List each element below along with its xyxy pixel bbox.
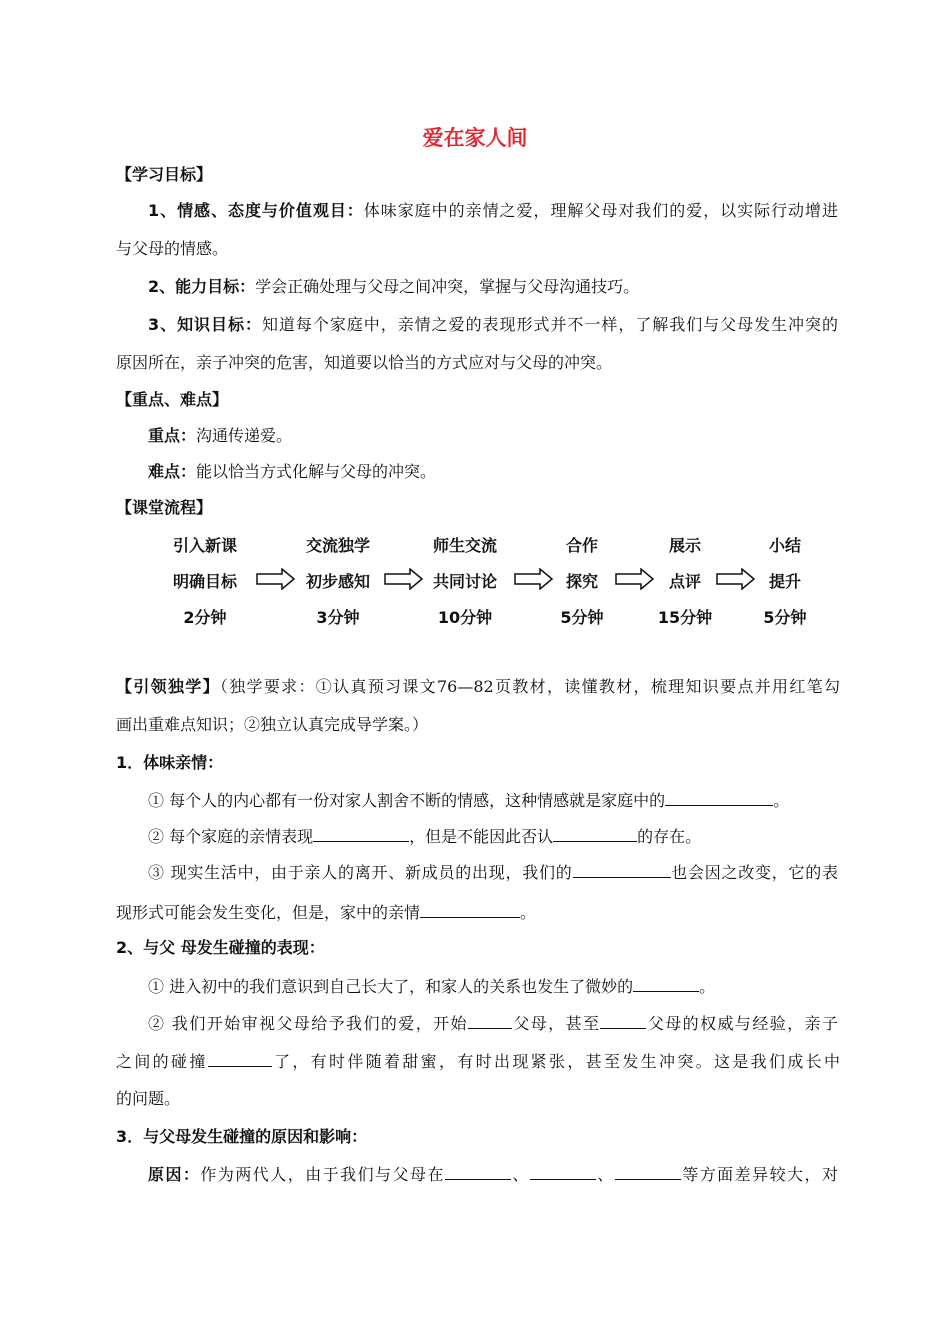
flow-step-5-top: 展示 [668,536,701,555]
part1-question-1 [148,787,838,813]
answer-blank[interactable] [530,1161,596,1180]
answer-blank[interactable] [615,1161,681,1180]
question-text: 现形式可能会发生变化，但是，家中的亲情 [116,903,421,922]
question-text: 之间的碰撞 [116,1052,208,1071]
flow-step-5-time: 15分钟 [657,608,713,627]
question-text: ② 我们开始审视父母给予我们的爱，开始 [148,1014,468,1033]
goal-item-2-text: 学会正确处理与父母之间冲突，掌握与父母沟通技巧。 [255,277,640,296]
hard-point-text: 能以恰当方式化解与父母的冲突。 [196,462,437,481]
question-text: 、 [595,1165,615,1184]
section-heading-key: 【重点、难点】 [116,390,229,409]
part2-question-2-line-2 [116,1048,840,1074]
part2-question-2-line-1 [148,1010,838,1036]
question-text: ① 每个人的内心都有一份对家人割舍不断的情感，这种情感就是家庭中的 [148,791,666,810]
document-title: 爱在家人间 [422,126,528,150]
goal-item-1-text: 体味家庭中的亲情之爱，理解父母对我们的爱，以实际行动增进 [363,201,838,220]
flow-step-4-top: 合作 [565,536,598,555]
section-heading-goals: 【学习目标】 [116,165,213,184]
question-text: 了，有时伴随着甜蜜，有时出现紧张，甚至发生冲突。这是我们成长中 [271,1052,840,1071]
question-text: 。 [699,977,716,996]
question-text: 也会因之改变，它的表 [670,863,838,882]
part2-heading: 2、与父 母发生碰撞的表现： [116,938,325,957]
answer-blank[interactable] [208,1048,272,1067]
question-text: ③ 现实生活中，由于亲人的离开、新成员的出现，我们的 [148,863,573,882]
section-heading-self-study: 【引领独学】 [116,677,220,696]
part1-question-3-line-1 [148,859,838,885]
part3-cause [148,1161,838,1187]
flow-step-2-top: 交流独学 [305,536,370,555]
flow-step-3-mid: 共同讨论 [432,572,497,591]
part1-heading: 1．体味亲情： [116,753,224,772]
flow-step-3-time: 10分钟 [437,608,493,627]
goal-item-3-line-1 [148,313,838,337]
answer-blank[interactable] [633,973,699,992]
question-text: 父母的权威与经验，亲子 [646,1014,838,1033]
answer-blank[interactable] [445,1161,511,1180]
key-point-text: 沟通传递爱。 [196,426,293,445]
question-text: 作为两代人，由于我们与父母在 [200,1165,445,1184]
flow-step-6-top: 小结 [768,536,801,555]
flow-step-3-top: 师生交流 [432,536,497,555]
answer-blank[interactable] [420,899,520,918]
goal-item-2-label: 2、能力目标： [148,277,256,296]
part3-heading: 3．与父母发生碰撞的原因和影响： [116,1127,368,1146]
goal-item-3-line-2: 原因所在，亲子冲突的危害，知道要以恰当的方式应对与父母的冲突。 [116,353,613,372]
flow-step-6-mid: 提升 [768,572,801,591]
flow-step-5-mid: 点评 [668,572,701,591]
flow-arrow-icon [716,568,756,590]
question-text: ，但是不能因此否认 [409,827,554,846]
part1-question-2 [148,823,838,849]
goal-item-1-line-2: 与父母的情感。 [116,239,229,258]
part2-question-2-line-3: 的问题。 [116,1089,181,1108]
goal-item-1-label: 1、情感、态度与价值观目： [148,201,364,220]
answer-blank[interactable] [313,823,409,842]
question-text: 。 [520,903,537,922]
question-text: 父母，甚至 [511,1014,601,1033]
hard-point-label: 难点： [148,462,197,481]
key-point-label: 重点： [148,426,197,445]
self-study-requirement: （独学要求：①认真预习课文76—82页教材，读懂教材，梳理知识要点并用红笔勾 [219,677,840,696]
flow-step-4-time: 5分钟 [560,608,604,627]
part2-question-1 [148,973,838,999]
flow-step-1-mid: 明确目标 [172,572,237,591]
answer-blank[interactable] [665,787,773,806]
question-text: ① 进入初中的我们意识到自己长大了，和家人的关系也发生了微妙的 [148,977,634,996]
flow-step-1-top: 引入新课 [172,536,237,555]
question-text: 。 [773,791,790,810]
self-study-line-1 [116,675,840,699]
answer-blank[interactable] [553,823,637,842]
answer-blank[interactable] [573,859,671,878]
flow-step-2-mid: 初步感知 [305,572,370,591]
goal-item-3-label: 3、知识目标： [148,315,262,334]
flow-step-2-time: 3分钟 [316,608,360,627]
question-text: 、 [510,1165,530,1184]
question-text: 等方面差异较大，对 [680,1165,838,1184]
cause-label: 原因： [148,1165,201,1184]
question-text: 的存在。 [637,827,702,846]
flow-step-4-mid: 探究 [565,572,598,591]
flow-step-1-time: 2分钟 [183,608,227,627]
self-study-line-2: 画出重难点知识；②独立认真完成导学案。） [116,715,429,734]
part1-question-3-line-2 [116,899,840,925]
goal-item-1-line-1 [148,199,838,223]
hard-point [148,460,838,484]
goal-item-2 [148,275,838,299]
key-point [148,424,838,448]
flow-arrow-icon [384,568,424,590]
question-text: ② 每个家庭的亲情表现 [148,827,314,846]
goal-item-3-text: 知道每个家庭中，亲情之爱的表现形式并不一样，了解我们与父母发生冲突的 [261,315,838,334]
flow-step-6-time: 5分钟 [763,608,807,627]
section-heading-flow: 【课堂流程】 [116,498,213,517]
answer-blank[interactable] [600,1010,646,1029]
flow-arrow-icon [615,568,655,590]
flow-arrow-icon [514,568,554,590]
answer-blank[interactable] [468,1010,512,1029]
flow-arrow-icon [256,568,296,590]
